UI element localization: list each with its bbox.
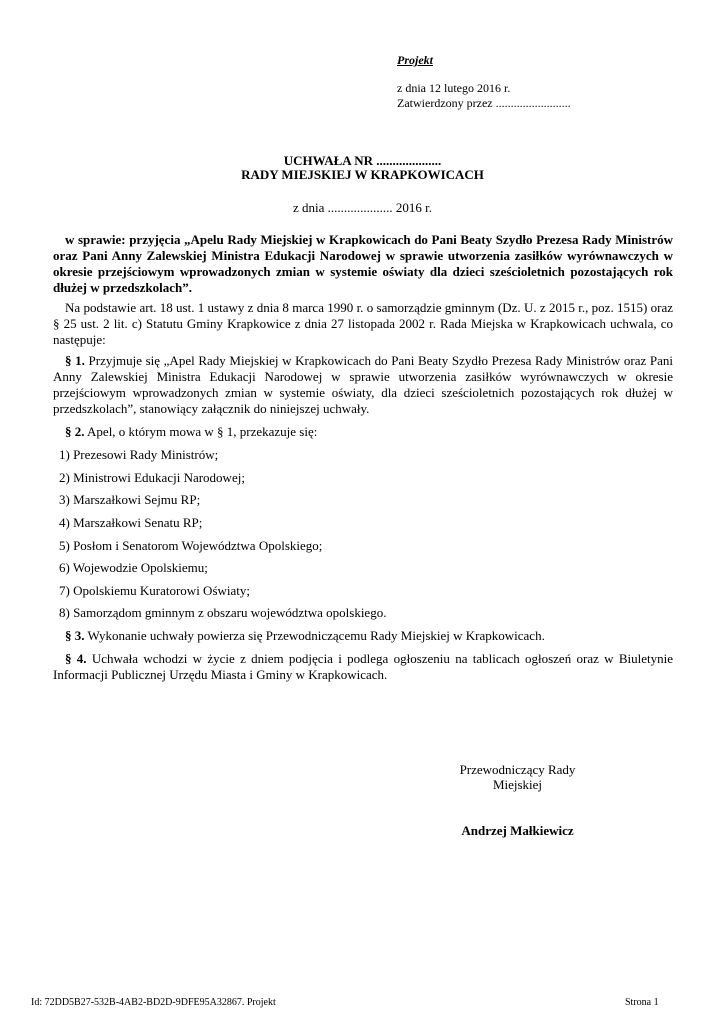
resolution-date: z dnia .................... 2016 r. [292,200,432,215]
paragraph-3 [53,628,673,644]
signatory-name: Andrzej Małkiewicz [461,823,574,838]
paragraph-2-text: Apel, o którym mowa w § 1, przekazuje się: [84,424,318,439]
resolution-subject: w sprawie: przyjęcia „Apelu Rady Miejskiej w Krapkowicach do Pani Beaty Szydło Prezesa Rady Ministrów oraz Pani Anny Zalewskiej Ministra Edukacji Narodowej w sprawie utworzenia zasiłków wyrównawczych w okresie przejściowym wprowadzonych zmian w systemie oświaty dla dzieci sześcioletnich pozostających rok dłużej w przedszkolach”. [53,232,673,295]
resolution-title: UCHWAŁA NR .................... [283,153,442,168]
paragraph-4-label: § 4. [65,651,87,666]
council-name: RADY MIEJSKIEJ W KRAPKOWICACH [241,167,484,182]
paragraph-1-label: § 1. [65,353,85,368]
recipient-item: 8) Samorządom gminnym z obszaru województwa opolskiego. [59,605,387,620]
paragraph-4-text: Uchwała wchodzi w życie z dniem podjęcia i podlega ogłoszeniu na tablicach ogłoszeń oraz w Biuletynie Informacji Publicznej Urzędu Miasta i Gminy w Krapkowicach. [53,651,673,682]
recipient-item: 2) Ministrowi Edukacji Narodowej; [59,470,245,485]
recipient-item: 6) Wojewodzie Opolskiemu; [59,560,208,575]
paragraph-4 [53,651,673,683]
paragraph-1-text: Przyjmuje się „Apel Rady Miejskiej w Krapkowicach do Pani Beaty Szydło Prezesa Rady Ministrów oraz Pani Anny Zalewskiej Ministra Edukacji Narodowej w sprawie utworzenia zasiłków wyrównawczych w okresie przejściowym wprowadzonych zmian w systemie oświaty, dla dzieci sześcioletnich pozostających rok dłużej w przedszkolach”, stanowiący załącznik do niniejszej uchwały. [53,353,673,416]
projekt-label: Projekt [397,53,433,67]
document-id: Id: 72DD5B27-532B-4AB2-BD2D-9DFE95A32867. Projekt [31,997,276,1008]
signatory-role-line-1: Przewodniczący Rady [459,762,576,777]
paragraph-2 [53,424,673,440]
recipient-item: 1) Prezesowi Rady Ministrów; [59,447,219,462]
paragraph-2-label: § 2. [65,424,85,439]
paragraph-3-text: Wykonanie uchwały powierza się Przewodniczącemu Rady Miejskiej w Krapkowicach. [84,628,545,643]
page-number: Strona 1 [625,997,659,1008]
recipient-item: 3) Marszałkowi Sejmu RP; [59,492,201,507]
legal-basis: Na podstawie art. 18 ust. 1 ustawy z dnia 8 marca 1990 r. o samorządzie gminnym (Dz. U. z 2015 r., poz. 1515) oraz § 25 ust. 2 lit. c) Statutu Gminy Krapkowice z dnia 27 listopada 2002 r. Rada Miejska w Krapkowicach uchwala, co następuje: [53,300,673,347]
recipient-item: 5) Posłom i Senatorom Województwa Opolskiego; [59,538,323,553]
recipient-item: 4) Marszałkowi Senatu RP; [59,515,203,530]
paragraph-3-label: § 3. [65,628,85,643]
approved-by: Zatwierdzony przez ......................... [397,96,571,110]
signatory-role-line-2: Miejskiej [492,777,543,792]
paragraph-1 [53,353,673,417]
draft-date: z dnia 12 lutego 2016 r. [397,81,511,95]
recipient-item: 7) Opolskiemu Kuratorowi Oświaty; [59,583,251,598]
